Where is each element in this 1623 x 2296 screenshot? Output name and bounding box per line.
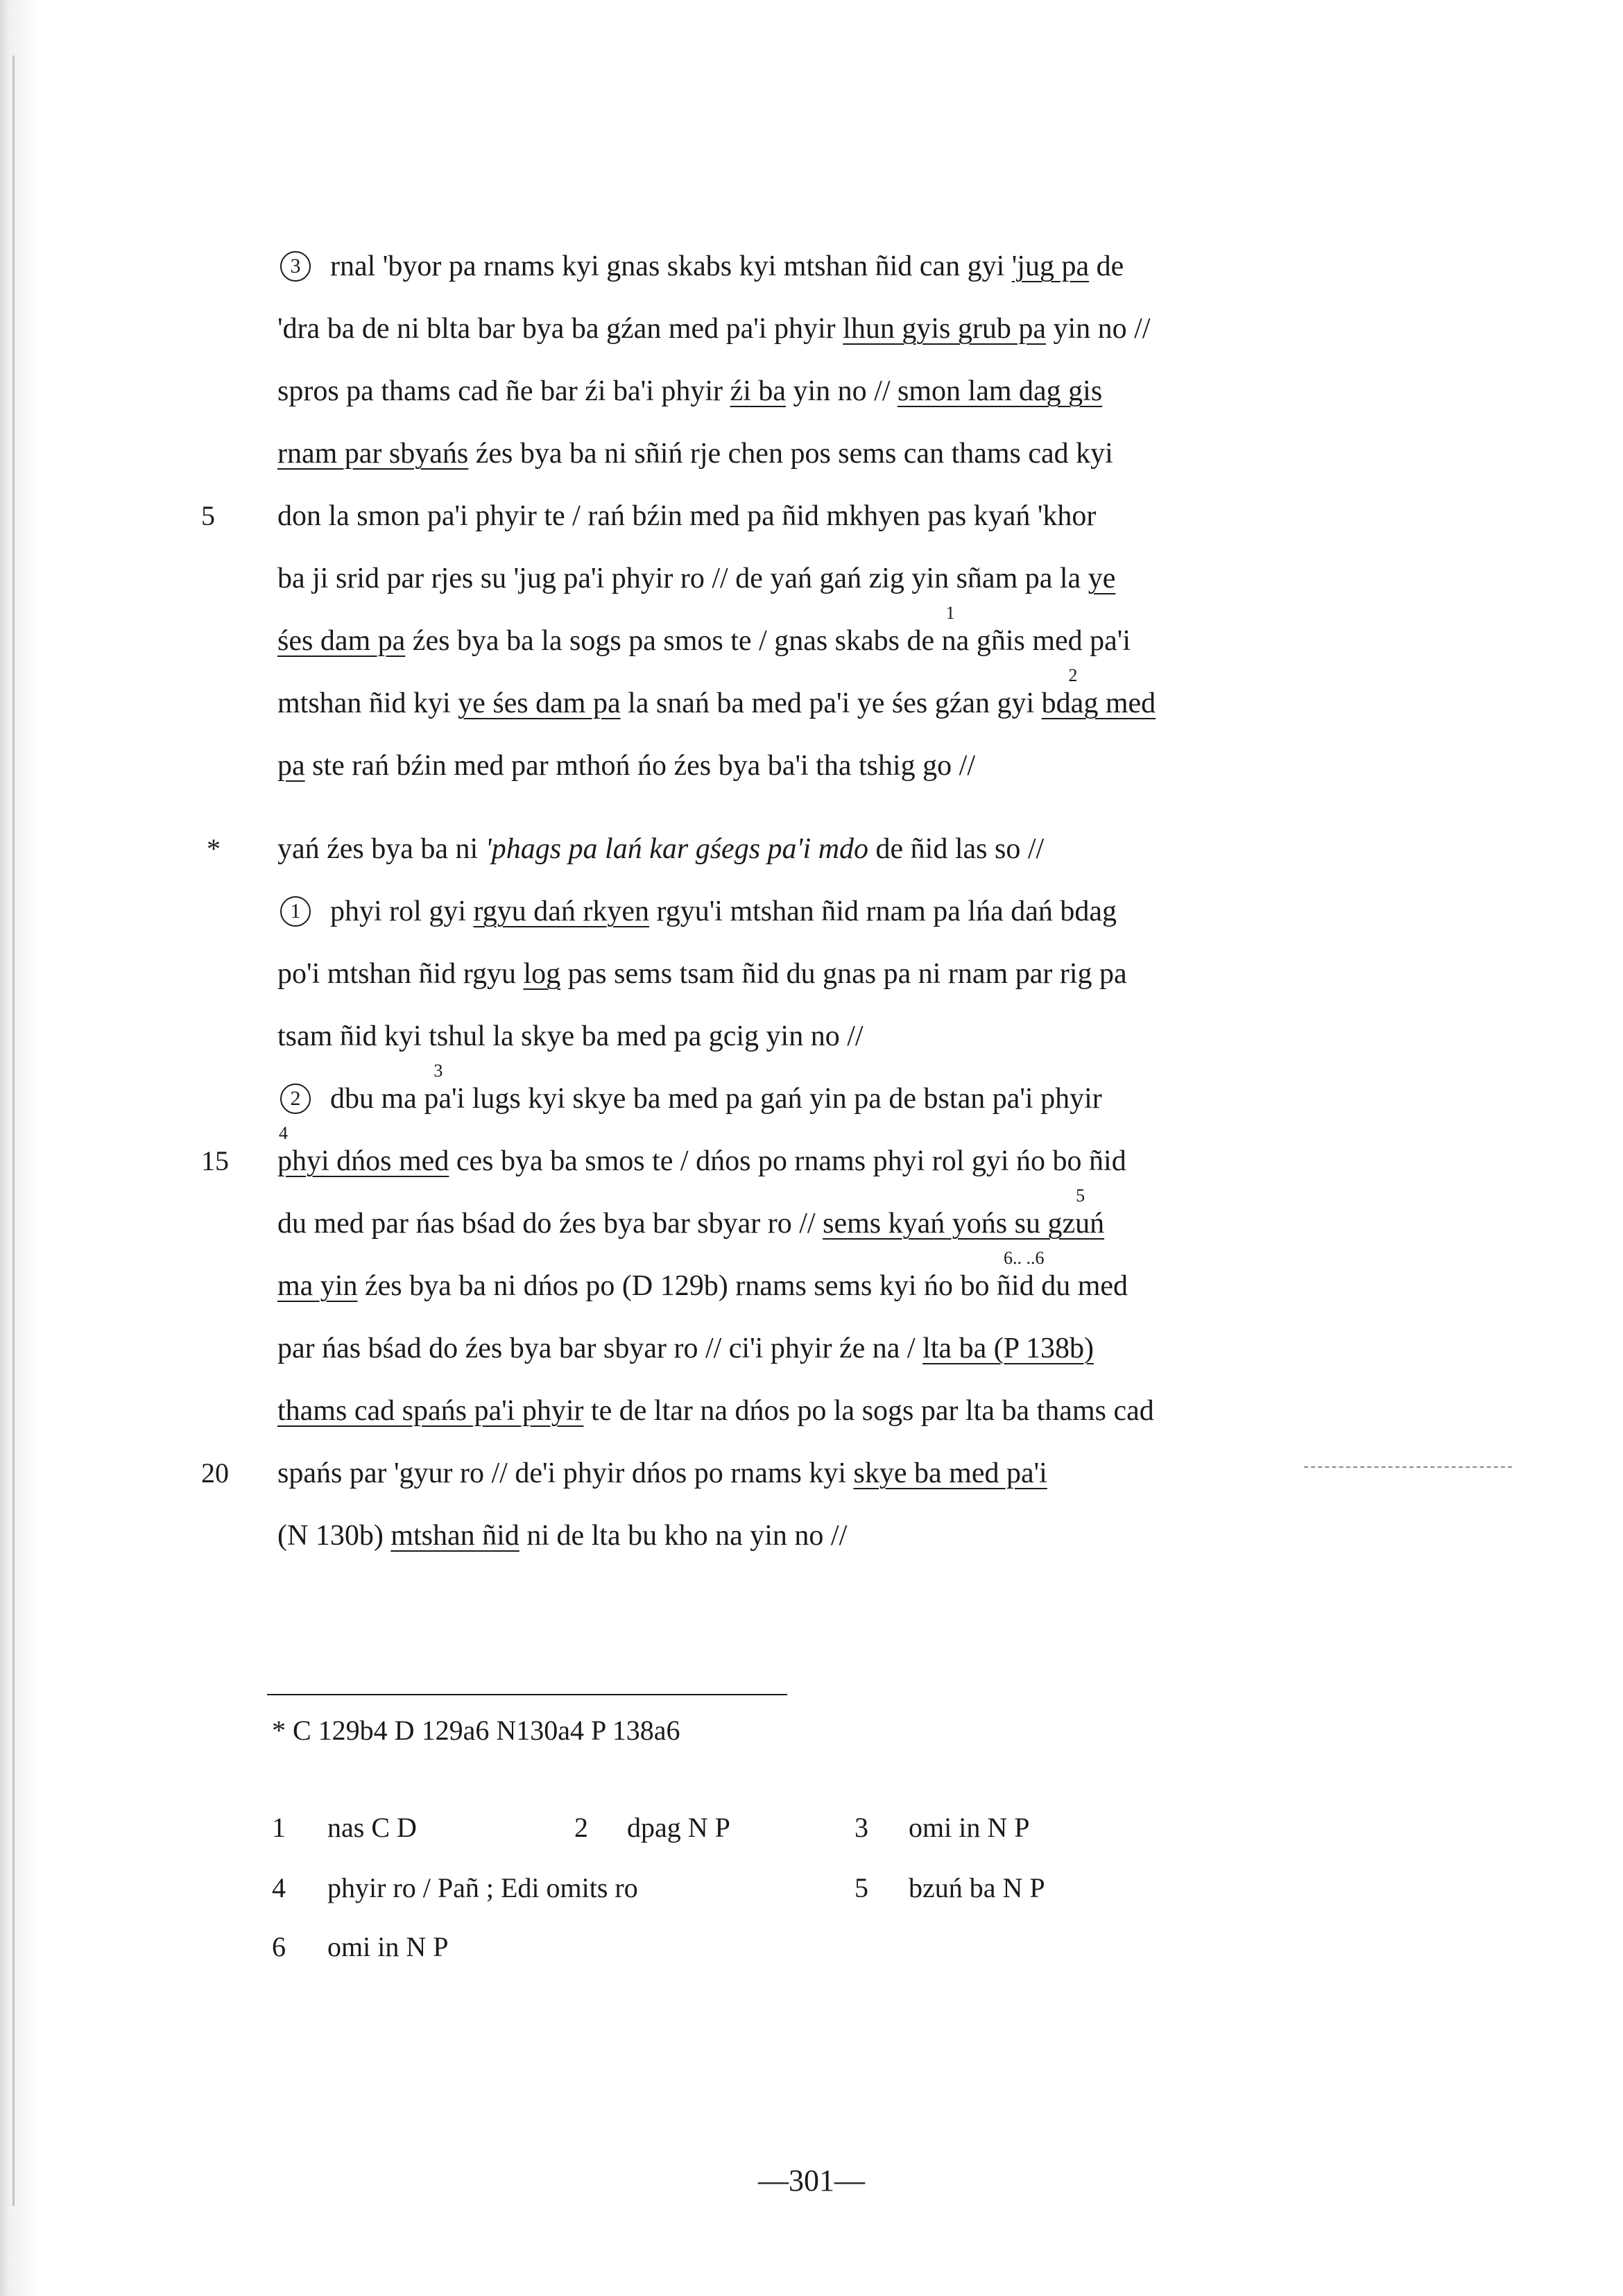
text-segment: te de ltar na dńos po la sogs par lta ba thams cad — [583, 1395, 1154, 1427]
footnote-4-text: phyir ro / Pañ ; Edi omits ro — [327, 1872, 638, 1903]
text-segment: ste rań bźin med par mthoń ńo źes bya ba'i tha tshig go // — [304, 750, 976, 782]
text-segment: de — [1089, 250, 1124, 282]
line-number-20: 20 — [201, 1457, 229, 1489]
footnote-2-num: 2 — [574, 1812, 588, 1843]
underlined-term: skye ba med pa'i — [853, 1457, 1047, 1489]
underlined-term: log — [523, 958, 561, 990]
underlined-term: pa — [277, 750, 305, 782]
underlined-term: sems kyań yońs su gzu — [823, 1208, 1090, 1240]
note-mark: 6.. ..6 — [1004, 1248, 1045, 1268]
sutra-title: 'phags pa lań kar gśegs pa'i mdo — [485, 833, 869, 865]
text-segment: rnal 'byor pa rnams kyi gnas skabs kyi mtshan ñid can gyi — [330, 250, 1012, 282]
text-segment: par ńas bśad do źes bya bar sbyar ro // ci'i phyir źe na / — [277, 1333, 923, 1364]
circled-number: 1 — [280, 896, 311, 927]
text-segment: ñid du — [997, 1270, 1071, 1302]
text-segment: źes bya ba ni sñiń rje chen pos sems can thams cad kyi — [468, 438, 1113, 470]
underlined-term: 'jug pa — [1011, 250, 1090, 282]
source-star: * — [207, 833, 221, 864]
text-line-10 — [277, 831, 1044, 867]
text-segment: źes bya ba la sogs pa smos te / gnas skabs de — [405, 625, 942, 657]
underlined-term: lta ba (P 138b) — [922, 1333, 1094, 1364]
text-segment: de ñid las so // — [868, 833, 1045, 865]
text-line-4 — [277, 436, 1113, 472]
line-number-15: 15 — [201, 1145, 229, 1176]
footnote-sources: * C 129b4 D 129a6 N130a4 P 138a6 — [272, 1715, 680, 1746]
footnote-2-text: dpag N P — [627, 1812, 730, 1843]
underlined-term: bda — [1041, 687, 1084, 719]
underlined-term: phyi dńos med — [277, 1145, 449, 1177]
text-segment: źes bya ba ni dńos po (D 129b) rnams sems kyi ńo bo — [357, 1270, 997, 1302]
noted-word — [997, 1248, 1071, 1302]
underlined-term: rnam par sbyańs — [277, 438, 469, 470]
text-segment: ba ji srid par rjes su 'jug pa'i phyir ro // de yań gań zig yin sñam pa la — [277, 563, 1088, 594]
text-segment: yin no // — [1045, 313, 1151, 345]
text-segment: dbu ma — [330, 1083, 424, 1115]
text-line-7 — [277, 603, 1131, 659]
text-line-17 — [277, 1248, 1128, 1304]
text-line-21 — [277, 1518, 847, 1554]
text-segment: (N 130b) — [277, 1520, 391, 1552]
text-line-20 — [277, 1455, 1047, 1491]
text-line-14 — [280, 1061, 1102, 1117]
noted-word — [277, 1123, 449, 1177]
text-line-5 — [277, 498, 1096, 534]
underlined-term: źi ba — [730, 375, 786, 407]
text-line-9 — [277, 748, 975, 784]
scan-dashed-line — [1304, 1466, 1512, 1468]
text-segment: mtshan ñid kyi — [277, 687, 458, 719]
underlined-term: śes dam pa — [277, 625, 406, 657]
note-mark: 2 — [1068, 665, 1078, 685]
footnote-5-text: bzuń ba N P — [909, 1872, 1045, 1903]
text-line-19 — [277, 1393, 1154, 1429]
footnote-1-text: nas C D — [327, 1812, 417, 1843]
text-line-2 — [277, 311, 1151, 347]
circled-number: 2 — [280, 1083, 311, 1114]
underlined-term: lhun gyis grub pa — [843, 313, 1046, 345]
text-line-13 — [277, 1018, 864, 1054]
text-line-3 — [277, 373, 1102, 409]
footnote-4-num: 4 — [272, 1872, 286, 1903]
text-line-6 — [277, 560, 1115, 597]
text-segment: yin no // — [786, 375, 898, 407]
underlined-term: g med — [1083, 687, 1156, 719]
circled-number: 3 — [280, 251, 311, 282]
note-mark: 3 — [433, 1061, 443, 1081]
text-segment: gñis med pa'i — [969, 625, 1131, 657]
text-segment: rgyu'i mtshan ñid rnam pa lńa dań bdag — [649, 896, 1117, 927]
footnote-6-text: omi in N P — [327, 1931, 449, 1962]
footnote-1-num: 1 — [272, 1812, 286, 1843]
text-segment: lugs kyi skye ba med pa gań yin pa de bstan pa'i phyir — [465, 1083, 1102, 1115]
text-segment: la snań ba med pa'i ye śes gźan gyi — [620, 687, 1042, 719]
text-segment: spańs par 'gyur ro // de'i phyir dńos po rnams kyi — [277, 1457, 854, 1489]
underlined-term: rgyu dań rkyen — [473, 896, 649, 927]
underlined-term: mtshan ñid — [390, 1520, 519, 1552]
page-number: —301— — [758, 2164, 865, 2198]
text-segment: phyi rol gyi — [330, 896, 474, 927]
underlined-term: ye — [1088, 563, 1116, 594]
line-number-5: 5 — [201, 500, 215, 531]
text-segment: po'i mtshan ñid rgyu — [277, 958, 524, 990]
underlined-term: ye śes dam pa — [458, 687, 621, 719]
footnote-5-num: 5 — [855, 1872, 868, 1903]
underlined-term: thams cad spańs pa'i phyir — [277, 1395, 584, 1427]
note-mark: 4 — [279, 1123, 288, 1143]
text-line-1 — [280, 248, 1124, 284]
text-line-18 — [277, 1330, 1094, 1367]
text-segment: med — [1070, 1270, 1128, 1302]
text-segment: tsam ñid kyi tshul la skye ba med pa gcig yin no // — [277, 1020, 864, 1052]
footnote-6-num: 6 — [272, 1931, 286, 1962]
text-line-8 — [277, 665, 1156, 721]
note-mark: 1 — [945, 603, 955, 623]
text-line-15 — [277, 1123, 1126, 1179]
text-line-11 — [280, 893, 1117, 929]
noted-word — [424, 1061, 465, 1115]
text-segment: yań źes bya ba ni — [277, 833, 486, 865]
text-segment: du med par ńas bśad do źes bya bar sbyar ro // — [277, 1208, 823, 1240]
scan-edge-shadow — [0, 0, 42, 2296]
noted-word — [941, 603, 970, 657]
underlined-term: ma yin — [277, 1270, 358, 1302]
text-line-12 — [277, 956, 1127, 992]
text-segment: pa'i — [424, 1083, 465, 1115]
text-segment: pas sems tsam ñid du gnas pa ni rnam par rig pa — [560, 958, 1127, 990]
underlined-term: ń — [1090, 1208, 1105, 1240]
footnote-3-num: 3 — [855, 1812, 868, 1843]
underlined-term: smon lam dag gis — [898, 375, 1103, 407]
text-segment: spros pa thams cad ñe bar źi ba'i phyir — [277, 375, 730, 407]
text-segment: ces bya ba smos te / dńos po rnams phyi rol gyi ńo bo ñid — [449, 1145, 1126, 1177]
text-segment: na — [941, 625, 970, 657]
footnote-rule — [267, 1694, 787, 1695]
text-segment: ni de lta bu kho na yin no // — [519, 1520, 848, 1552]
footnote-3-text: omi in N P — [909, 1812, 1030, 1843]
text-line-16 — [277, 1185, 1105, 1242]
text-segment: 'dra ba de ni blta bar bya ba gźan med pa'i phyir — [277, 313, 843, 345]
note-mark: 5 — [1076, 1185, 1085, 1206]
text-segment: don la smon pa'i phyir te / rań bźin med pa ñid mkhyen pas kyań 'khor — [277, 500, 1097, 532]
